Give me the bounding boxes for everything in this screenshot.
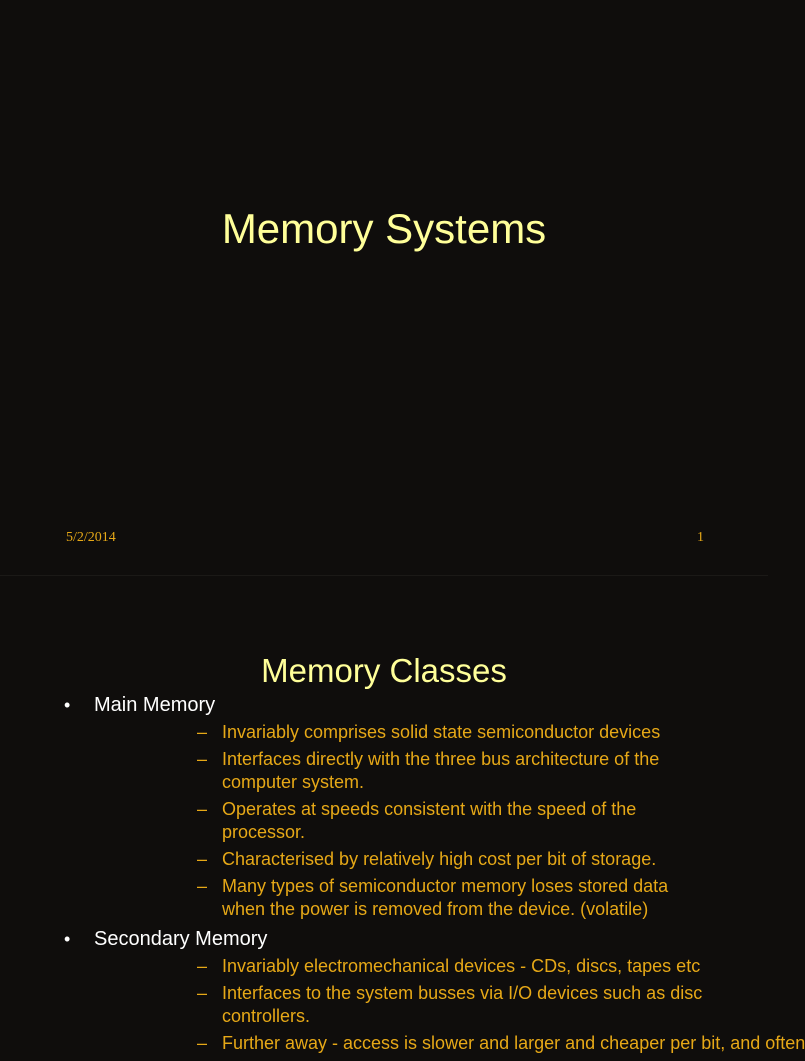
bullet-heading: Secondary Memory — [94, 928, 268, 950]
dash-icon: – — [197, 799, 208, 819]
sub-bullet-text: Invariably electromechanical devices - CDs, discs, tapes etc — [222, 956, 701, 976]
slide-title: Memory Systems — [221, 205, 547, 252]
sub-bullet-text: Many types of semiconductor memory loses stored data when the power is removed from the device. (volatile) — [222, 876, 669, 919]
sub-bullet-text: Interfaces directly with the three bus architecture of the computer system. — [222, 749, 660, 792]
sub-bullet-list — [94, 955, 805, 1055]
sub-bullet-item — [94, 748, 768, 794]
slide-title: Memory Classes — [261, 652, 507, 689]
bullet-dot-icon: • — [64, 929, 71, 949]
sub-bullet-item — [94, 955, 768, 978]
content-slide — [0, 576, 805, 1053]
dash-icon: – — [197, 876, 208, 896]
bullet-heading: Main Memory — [94, 694, 216, 716]
dash-icon: – — [197, 956, 208, 976]
dash-icon: – — [197, 983, 208, 1003]
sub-bullet-text: Invariably comprises solid state semiconductor devices — [222, 722, 661, 742]
sub-bullet-item — [94, 798, 768, 844]
sub-bullet-text: Characterised by relatively high cost per bit of storage. — [222, 849, 657, 869]
sub-bullet-item — [94, 721, 768, 744]
dash-icon: – — [197, 849, 208, 869]
bullet-secondary-memory — [0, 927, 805, 1055]
sub-bullet-item — [94, 1032, 805, 1055]
bullet-dot-icon: • — [64, 695, 71, 715]
sub-bullet-text: Operates at speeds consistent with the speed of the processor. — [222, 799, 637, 842]
bullet-list — [0, 693, 805, 1061]
bullet-main-memory — [0, 693, 768, 921]
sub-bullet-text: Further away - access is slower and larger and cheaper per bit, and often — [222, 1033, 805, 1053]
sub-bullet-item — [94, 848, 768, 871]
sub-bullet-item — [94, 875, 768, 921]
sub-bullet-text: Interfaces to the system busses via I/O devices such as disc controllers. — [222, 983, 703, 1026]
slide-date: 5/2/2014 — [66, 530, 116, 545]
dash-icon: – — [197, 1033, 208, 1053]
dash-icon: – — [197, 749, 208, 769]
dash-icon: – — [197, 722, 208, 742]
sub-bullet-list — [94, 721, 768, 921]
slide-page-number: 1 — [697, 530, 704, 545]
sub-bullet-item — [94, 982, 768, 1028]
